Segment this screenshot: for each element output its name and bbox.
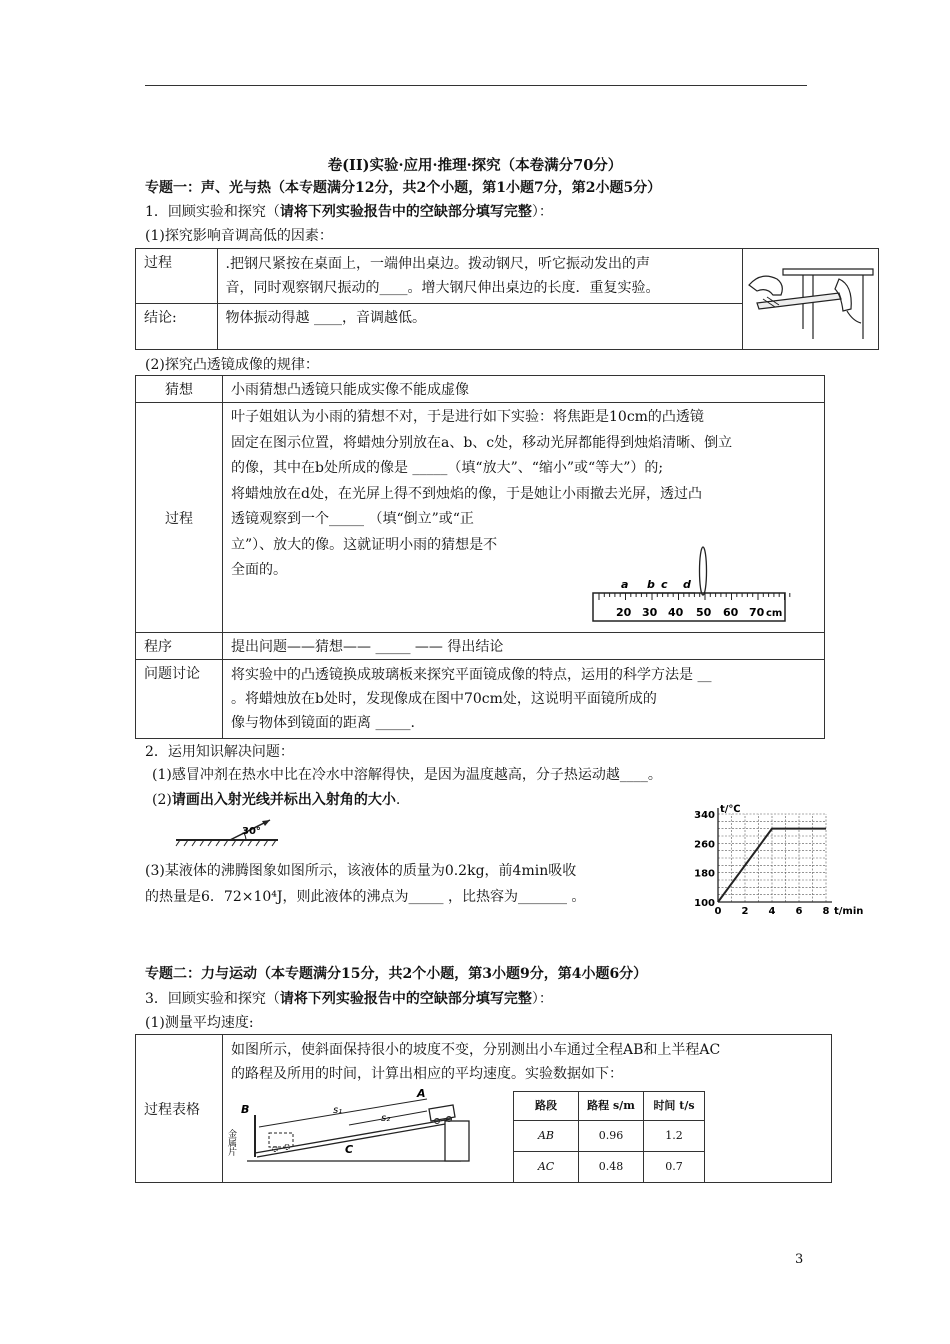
table-cell: 0.48 [579, 1152, 644, 1183]
point-d: d [683, 578, 691, 591]
header-time: 时间 t/s [644, 1092, 705, 1121]
lens-line: 全面的。 [231, 562, 287, 578]
tick-40: 40 [668, 606, 684, 619]
x-tick-label: 6 [795, 906, 803, 917]
y-tick-label: 260 [694, 839, 715, 851]
label-B: B [241, 1103, 250, 1116]
x-tick-label: 0 [714, 906, 722, 917]
x-tick-label: 4 [768, 906, 776, 917]
page-number: 3 [795, 1252, 804, 1267]
point-b: b [647, 578, 655, 591]
q2-p2-prefix: (2) [152, 792, 172, 808]
label-A: A [417, 1087, 426, 1100]
angle-label: 30° [242, 826, 261, 837]
label-C: C [345, 1143, 354, 1156]
q1-1-heading: (1)探究影响音调高低的因素： [145, 228, 333, 244]
speed-label: 过程表格 [136, 1035, 223, 1183]
label-metal: 金属片 [226, 1129, 236, 1156]
pitch-conclusion-label: 结论: [136, 304, 218, 350]
discussion-cell [223, 660, 825, 739]
q3-prefix: 3．回顾实验和探究（ [145, 991, 280, 1007]
pitch-process-label: 过程 [136, 249, 218, 304]
q2-p2-suffix: . [395, 792, 401, 808]
guess-text: 小雨猜想凸透镜只能成实像不能成虚像 [223, 376, 825, 403]
pitch-conclusion-text: 物体振动得越 ____，音调越低。 [217, 304, 743, 350]
label-s2: s₂ [381, 1113, 391, 1124]
speed-line: 如图所示，使斜面保持很小的坡度不变，分别测出小车通过全程AB和上半程AC [231, 1042, 721, 1058]
x-axis-label: t/min [834, 906, 864, 917]
guess-label: 猜想 [136, 376, 223, 403]
pitch-table [135, 248, 879, 350]
tick-70: 70 [749, 606, 765, 619]
lens-process-label: 过程 [136, 403, 223, 633]
q2-p2-bold: 请画出入射光线并标出入射角的大小 [171, 792, 396, 808]
order-label: 程序 [136, 633, 223, 660]
header-rule [145, 85, 807, 86]
label-s1: s₁ [333, 1105, 343, 1116]
q1-prefix: 1．回顾实验和探究（ [145, 204, 280, 220]
table-cell: 0.96 [579, 1121, 644, 1152]
pitch-process-line-b: 音，同时观察钢尺振动的____。增大钢尺伸出桌边的长度．重复实验。 [225, 280, 660, 296]
y-axis-label: t/℃ [720, 804, 741, 815]
discussion-line: 像与物体到镜面的距离 _____. [231, 715, 415, 731]
q2-p2 [152, 789, 400, 809]
table-cell: AB [514, 1121, 579, 1152]
order-text: 提出问题——猜想—— _____ —— 得出结论 [223, 633, 825, 660]
ruler-unit: cm [766, 608, 783, 619]
lens-line: 叶子姐姐认为小雨的猜想不对，于是进行如下实验：将焦距是10cm的凸透镜 [231, 409, 704, 425]
table-cell: AC [514, 1152, 579, 1183]
lens-line: 立”）、放大的像。这就证明小雨的猜想是不 [231, 536, 498, 553]
q2-p3-line2: 的热量是6．72×10⁴J，则此液体的沸点为_____ ，比热容为_______ 。 [145, 889, 586, 905]
header-segment: 路段 [514, 1092, 579, 1121]
discussion-label: 问题讨论 [136, 660, 223, 739]
section-title: 卷(II)实验·应用·推理·探究（本卷满分70分） [327, 157, 623, 174]
incline-figure [226, 1087, 501, 1167]
lens-line: 固定在图示位置，将蜡烛分别放在a、b、c处，移动光屏都能得到烛焰清晰、倒立 [231, 434, 733, 451]
q3-suffix: ）： [531, 991, 553, 1007]
lens-table [135, 375, 825, 739]
pitch-process-cell [217, 249, 743, 304]
ruler-figure-cell [743, 249, 879, 350]
table-cell: 1.2 [644, 1121, 705, 1152]
q1-suffix: ）： [531, 204, 553, 220]
tick-50: 50 [696, 606, 712, 619]
q1-2-heading: (2)探究凸透镜成像的规律： [145, 357, 319, 373]
lens-line: 将蜡烛放在d处，在光屏上得不到烛焰的像，于是她让小雨撤去光屏，透过凸 [231, 485, 702, 502]
tick-20: 20 [616, 606, 632, 619]
topic2-heading: 专题二：力与运动（本专题满分15分，共2个小题，第3小题9分，第4小题6分） [145, 966, 648, 982]
optical-bench-figure [591, 545, 791, 625]
q2-heading: 2．运用知识解决问题： [145, 744, 294, 760]
q3-bold: 请将下列实验报告中的空缺部分填写完整 [279, 991, 532, 1007]
boiling-chart [688, 802, 864, 924]
discussion-line: 将实验中的凸透镜换成玻璃板来探究平面镜成像的特点，运用的科学方法是 __ [231, 667, 712, 683]
y-tick-label: 180 [694, 868, 715, 880]
speed-line: 的路程及所用的时间，计算出相应的平均速度。实验数据如下： [231, 1066, 623, 1082]
q1-bold: 请将下列实验报告中的空缺部分填写完整 [279, 204, 532, 220]
header-distance: 路程 s/m [579, 1092, 644, 1121]
tick-30: 30 [642, 606, 658, 619]
y-tick-label: 100 [694, 898, 715, 909]
q3-heading [145, 988, 553, 1008]
speed-cell [223, 1035, 832, 1183]
speed-table [135, 1034, 832, 1183]
lens-line: 的像，其中在b处所成的像是 _____（填“放大”、“缩小”或“等大”）的; [231, 460, 664, 476]
q2-p3-line1: (3)某液体的沸腾图象如图所示，该液体的质量为0.2kg，前4min吸收 [145, 863, 577, 879]
pitch-process-line-a: .把钢尺紧按在桌面上，一端伸出桌边。拨动钢尺，听它振动发出的声 [225, 256, 650, 272]
point-c: c [661, 578, 668, 591]
table-cell: 0.7 [644, 1152, 705, 1183]
x-tick-label: 2 [741, 906, 749, 917]
reflection-figure [172, 818, 282, 848]
lens-process-cell [223, 403, 825, 633]
discussion-line: 。将蜡烛放在b处时，发现像成在图中70cm处，这说明平面镜所成的 [231, 691, 657, 707]
q3-1-heading: (1)测量平均速度: [145, 1015, 254, 1031]
ruler-desk-figure [743, 249, 877, 345]
lens-line: 透镜观察到一个_____ （填“倒立”或“正 [231, 511, 474, 527]
tick-60: 60 [723, 606, 739, 619]
topic1-heading: 专题一：声、光与热（本专题满分12分，共2个小题，第1小题7分，第2小题5分） [145, 180, 662, 196]
lens-icon [700, 547, 707, 595]
x-tick-label: 8 [822, 906, 830, 917]
q2-p1: (1)感冒冲剂在热水中比在冷水中溶解得快，是因为温度越高，分子热运动越____。 [152, 767, 662, 783]
y-tick-label: 340 [694, 810, 715, 821]
q1-heading [145, 201, 553, 221]
speed-data-table [513, 1091, 705, 1183]
point-a: a [621, 578, 629, 591]
